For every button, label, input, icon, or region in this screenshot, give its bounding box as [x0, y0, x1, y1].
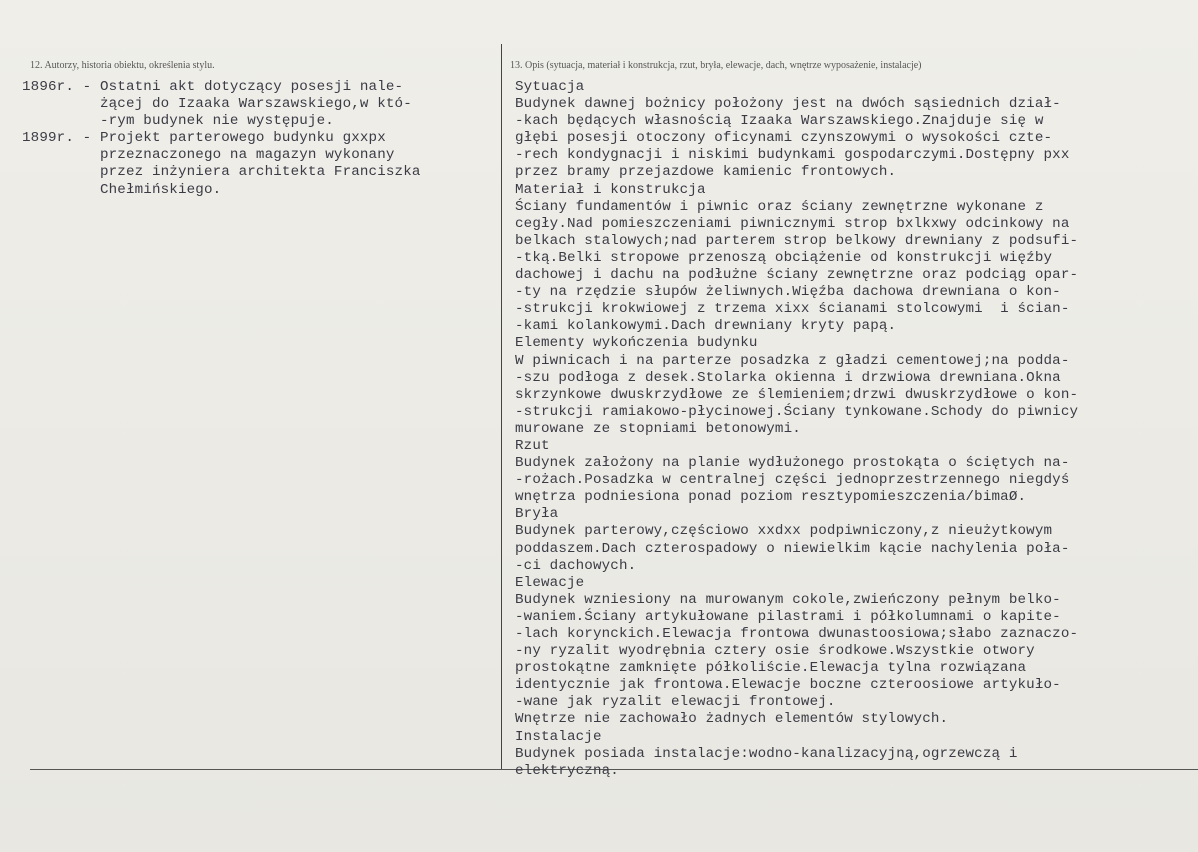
description-line: Materiał i konstrukcja — [515, 181, 706, 198]
description-line: głębi posesji otoczony oficynami czynszowymi o wysokości czte- — [515, 130, 1053, 147]
description-line: przez bramy przejazdowe kamienic frontowych. — [515, 164, 897, 181]
description-line: Elementy wykończenia budynku — [515, 335, 758, 352]
description-line: belkach stalowych;nad parterem strop belkowy drewniany z podsufi- — [515, 232, 1079, 249]
description-line: cegły.Nad pomieszczeniami piwnicznymi strop bxlkxwy odcinkowy na — [515, 215, 1070, 232]
description-line: -szu podłoga z desek.Stolarka okienna i drzwiowa drewniana.Okna — [515, 369, 1061, 386]
history-line: żącej do Izaaka Warszawskiego,w któ- — [22, 96, 412, 113]
description-line: -ci dachowych. — [515, 557, 637, 574]
description-line: murowane ze stopniami betonowymi. — [515, 420, 801, 437]
description-line: W piwnicach i na parterze posadzka z gładzi cementowej;na podda- — [515, 352, 1070, 369]
description-line: Wnętrze nie zachowało żadnych elementów stylowych. — [515, 711, 949, 728]
description-line: -wane jak ryzalit elewacji frontowej. — [515, 694, 836, 711]
history-line: Chełmińskiego. — [22, 181, 222, 198]
description-line: Sytuacja — [515, 79, 585, 95]
description-line: Elewacje — [515, 574, 585, 591]
description-line: Budynek wzniesiony na murowanym cokole,zwieńczony pełnym belko- — [515, 591, 1061, 608]
description-line: skrzynkowe dwuskrzydłowe ze ślemieniem;drzwi dwuskrzydłowe o kon- — [515, 386, 1079, 403]
history-line: przez inżyniera architekta Franciszka — [22, 164, 421, 181]
history-line: przeznaczonego na magazyn wykonany — [22, 147, 395, 164]
description-line: -ty na rzędzie słupów żeliwnych.Więźba dachowa drewniana o kon- — [515, 284, 1061, 301]
description-line: -waniem.Ściany artykułowane pilastrami i półkolumnami o kapite- — [515, 608, 1061, 625]
description-line: Budynek dawnej bożnicy położony jest na dwóch sąsiednich dział- — [515, 96, 1061, 113]
description-line: wnętrza podniesiona ponad poziom resztypomieszczenia/bimaØ. — [515, 489, 1027, 506]
history-line: 1899r. - Projekt parterowego budynku gxxpx — [22, 130, 386, 147]
description-line: prostokątne zamknięte półkoliście.Elewacja tylna rozwiązana — [515, 660, 1027, 677]
description-line: -strukcji ramiakowo-płycinowej.Ściany tynkowane.Schody do piwnicy — [515, 403, 1079, 420]
description-line: -rech kondygnacji i niskimi budynkami gospodarczymi.Dostępny pxx — [515, 147, 1070, 164]
description-line: -ny ryzalit wyodrębnia cztery osie środkowe.Wszystkie otwory — [515, 643, 1035, 660]
history-line: -rym budynek nie występuje. — [22, 113, 334, 130]
description-line: -lach korynckich.Elewacja frontowa dwunastoosiowa;słabo zaznaczo- — [515, 626, 1079, 642]
description-line: -kami kolankowymi.Dach drewniany kryty papą. — [515, 318, 897, 335]
description-column — [515, 79, 1078, 780]
history-line: 1896r. - Ostatni akt dotyczący posesji nale- — [22, 79, 404, 95]
description-line: Instalacje — [515, 728, 602, 745]
description-line: identycznie jak frontowa.Elewacje boczne czteroosiowe artykuło- — [515, 677, 1061, 694]
description-line: -kach będących własnością Izaaka Warszawskiego.Znajduje się w — [515, 113, 1044, 130]
history-column — [22, 79, 421, 199]
description-line: Bryła — [515, 506, 559, 523]
description-line: poddaszem.Dach czterospadowy o niewielkim kącie nachylenia poła- — [515, 540, 1070, 557]
section-13-header: 13. Opis (sytuacja, materiał i konstrukcja, rzut, bryła, elewacje, dach, wnętrze wyposażenie, instalacje) — [510, 60, 922, 71]
description-line: Budynek posiada instalacje:wodno-kanalizacyjną,ogrzewczą i — [515, 745, 1018, 762]
description-line: dachowej i dachu na podłużne ściany zewnętrzne oraz podciąg opar- — [515, 267, 1079, 284]
column-divider — [501, 44, 502, 770]
description-line: Rzut — [515, 437, 550, 454]
section-12-header: 12. Autorzy, historia obiektu, określenia stylu. — [30, 60, 215, 71]
description-line: -strukcji krokwiowej z trzema xixx ścianami stolcowymi i ścian- — [515, 301, 1070, 318]
description-line: -tką.Belki stropowe przenoszą obciążenie od konstrukcji więźby — [515, 249, 1053, 266]
description-line: Budynek parterowy,częściowo xxdxx podpiwniczony,z nieużytkowym — [515, 523, 1053, 540]
description-line: Ściany fundamentów i piwnic oraz ściany zewnętrzne wykonane z — [515, 198, 1044, 215]
description-line: elektryczną. — [515, 762, 619, 779]
description-line: Budynek założony na planie wydłużonego prostokąta o ściętych na- — [515, 455, 1070, 472]
description-line: -rożach.Posadzka w centralnej części jednoprzestrzennego niegdyś — [515, 472, 1070, 489]
